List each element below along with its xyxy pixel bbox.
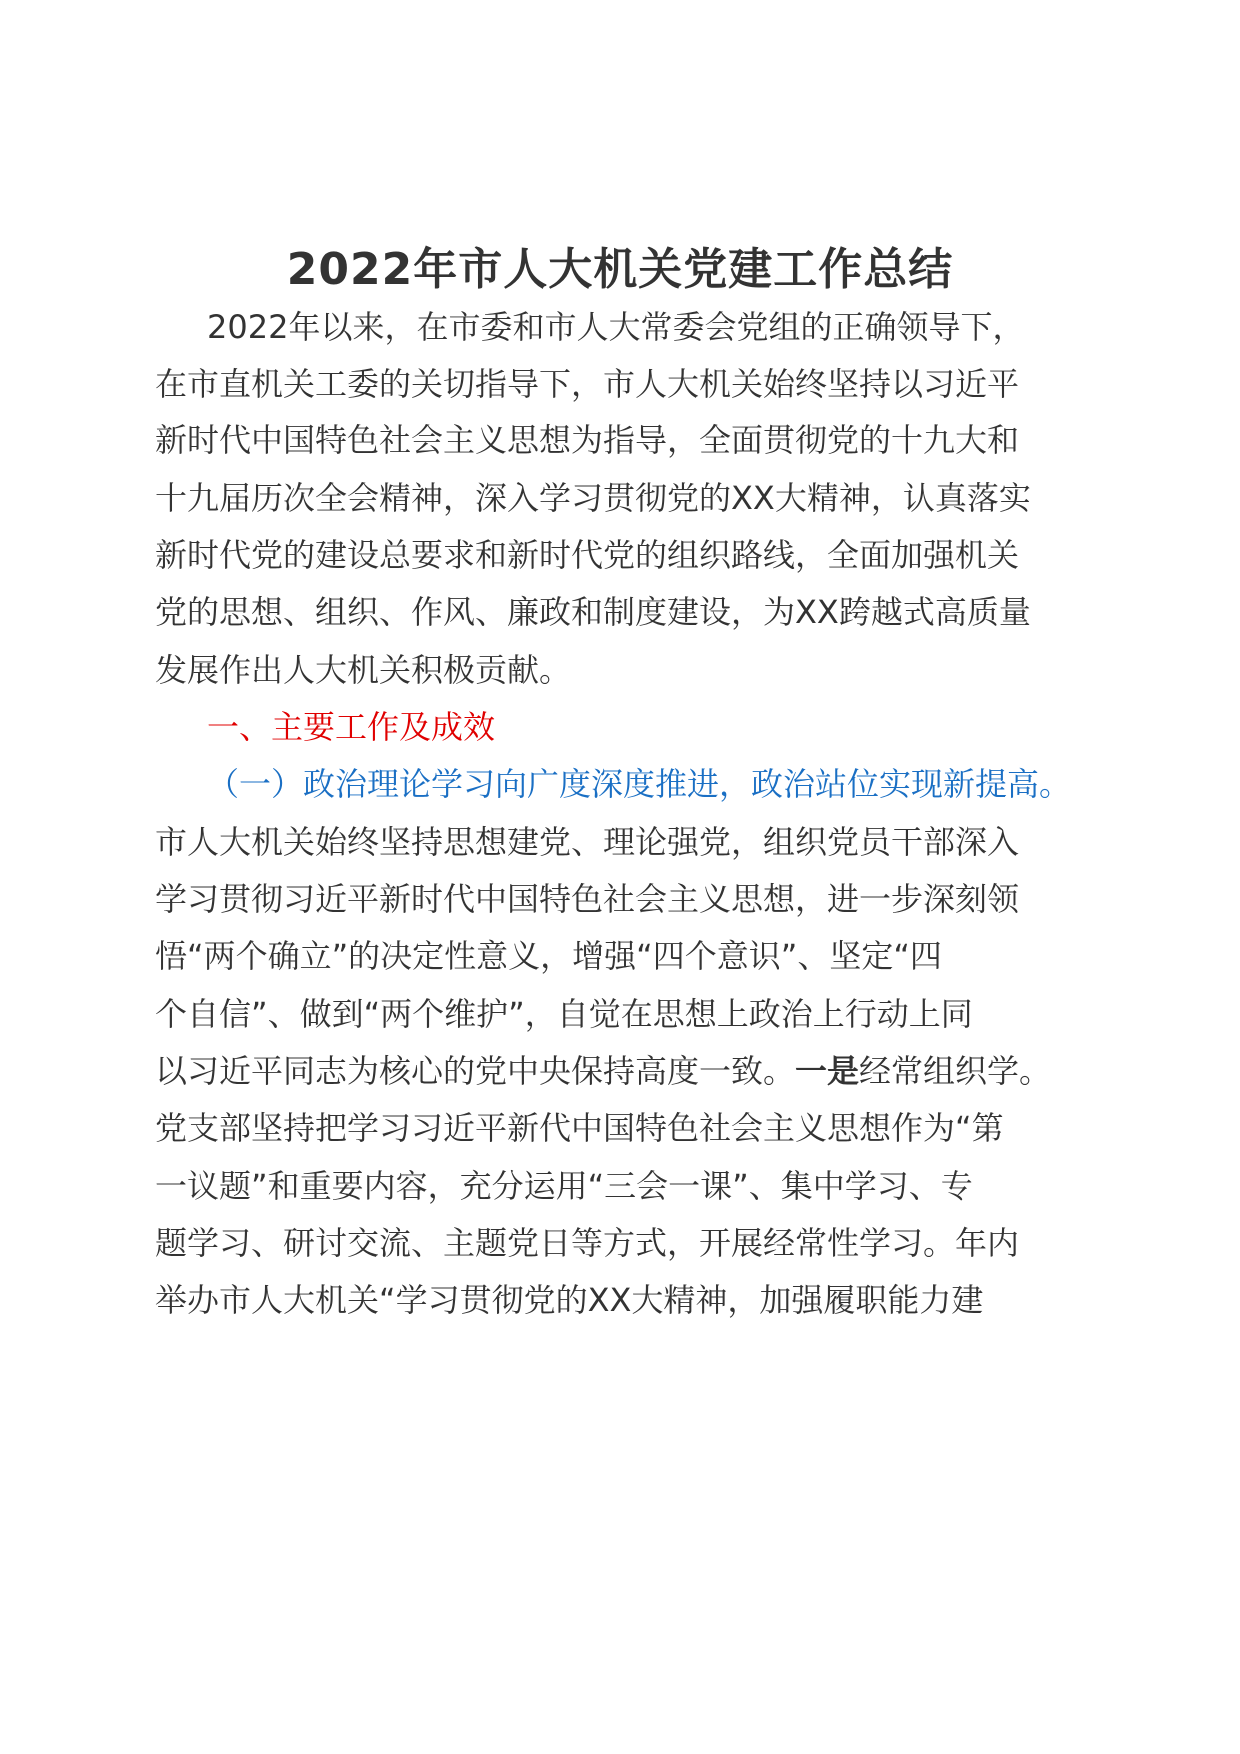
intro-line-1: 2022年以来，在市委和市人大常委会党组的正确领导下，	[207, 308, 1025, 346]
emphasis-first-point: 一是	[795, 1052, 860, 1090]
body-line-7: 一议题”和重要内容，充分运用“三会一课”、集中学习、专	[155, 1167, 973, 1205]
body-line-5-text: 以习近平同志为核心的党中央保持高度一致。	[155, 1052, 796, 1090]
body-line-1: 市人大机关始终坚持思想建党、理论强党，组织党员干部深入	[155, 823, 1020, 861]
section-heading-main-work: 一、主要工作及成效	[207, 708, 496, 746]
intro-line-7: 发展作出人大机关积极贡献。	[155, 651, 572, 689]
document-title: 2022年市人大机关党建工作总结	[286, 244, 954, 295]
intro-line-5: 新时代党的建设总要求和新时代党的组织路线，全面加强机关	[155, 536, 1020, 574]
body-line-5-tail: 经常组织学。	[859, 1052, 1052, 1090]
body-line-2: 学习贯彻习近平新时代中国特色社会主义思想，进一步深刻领	[155, 880, 1020, 918]
body-line-8: 题学习、研讨交流、主题党日等方式，开展经常性学习。年内	[155, 1224, 1020, 1262]
body-line-5	[155, 1049, 1051, 1093]
body-line-3: 悟“两个确立”的决定性意义，增强“四个意识”、坚定“四	[155, 937, 942, 975]
body-line-9: 举办市人大机关“学习贯彻党的XX大精神，加强履职能力建	[155, 1281, 984, 1319]
body-line-4: 个自信”、做到“两个维护”，自觉在思想上政治上行动上同	[155, 995, 973, 1033]
intro-line-4: 十九届历次全会精神，深入学习贯彻党的XX大精神，认真落实	[155, 479, 1031, 517]
subsection-heading-political-study: （一）政治理论学习向广度深度推进，政治站位实现新提高。	[207, 765, 1072, 803]
intro-line-2: 在市直机关工委的关切指导下，市人大机关始终坚持以习近平	[155, 365, 1020, 403]
intro-line-6: 党的思想、组织、作风、廉政和制度建设，为XX跨越式高质量	[155, 593, 1031, 631]
intro-line-3: 新时代中国特色社会主义思想为指导，全面贯彻党的十九大和	[155, 421, 1020, 459]
body-line-6: 党支部坚持把学习习近平新代中国特色社会主义思想作为“第	[155, 1109, 1004, 1147]
